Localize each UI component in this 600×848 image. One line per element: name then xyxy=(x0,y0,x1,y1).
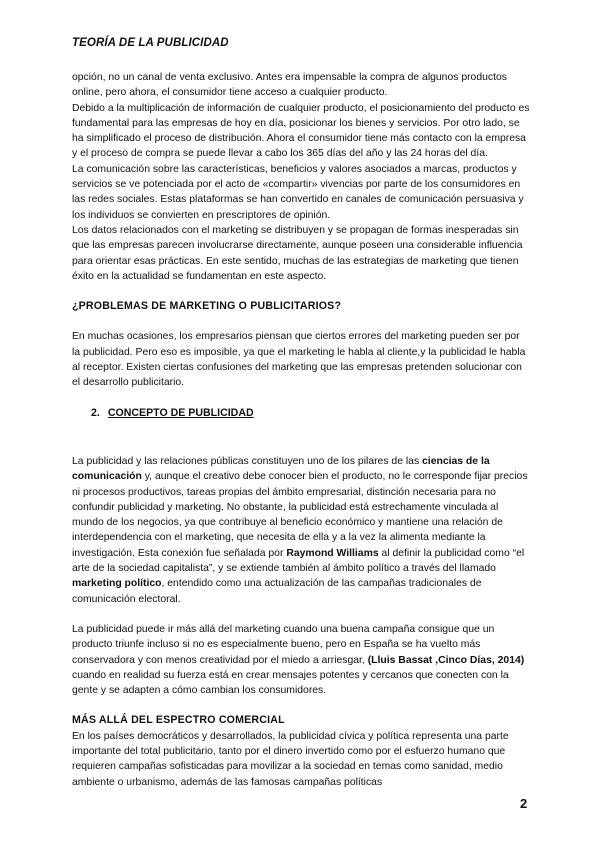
paragraph: Los datos relacionados con el marketing se distribuyen y se propagan de formas inesperadas sin que las empresas parecen involucrarse directamente, aunque poseen una considerable influencia para orientar esas prácticas. En este sentido, muchas de las estrategias de marketing que tienen éxito en la actualidad se fundamentan en este aspecto. xyxy=(72,224,523,282)
paragraph: La publicidad puede ir más allá del marketing cuando una buena campaña consigue que un producto triunfe incluso si no es especialmente bueno, pero en España se ha vuelto más conservadora y con menos creatividad por el miedo a arriesgar, (Lluis Bassat ,Cinco Días, 2014) cuando en realidad su fuerza está en crear mensajes potentes y cercanos que conecten con la gente y se adapten a cómo cambian los consumidores. xyxy=(72,623,525,697)
paragraph: En los países democráticos y desarrollados, la publicidad cívica y política representa una parte importante del total publicitario, tanto por el dinero invertido como por el esfuerzo humano que requieren campañas sofisticadas para movilizar a la sociedad en temas como sanidad, medio ambiente o urbanismo, además de las famosas campañas políticas xyxy=(72,730,509,788)
bold-term: ciencias de la comunicación xyxy=(72,455,490,483)
bold-term: marketing político xyxy=(72,578,162,590)
page-number: 2 xyxy=(520,796,528,811)
section-heading: ¿PROBLEMAS DE MARKETING O PUBLICITARIOS? xyxy=(72,300,342,313)
heading-number: 2. xyxy=(91,406,100,419)
bold-term: Raymond Williams xyxy=(286,547,379,559)
paragraph: En muchas ocasiones, los empresarios piensan que ciertos errores del marketing pueden ser por la publicidad. Pero eso es imposible, ya que el marketing le habla al cliente,y la publicidad le habla al receptor. Existen ciertas confusiones del marketing que las empresas pretenden solucionar con el desarrollo publicitario. xyxy=(72,331,526,389)
page-body xyxy=(72,70,530,790)
heading-text: CONCEPTO DE PUBLICIDAD xyxy=(107,406,254,419)
paragraph: opción, no un canal de venta exclusivo. Antes era impensable la compra de algunos productos online, pero ahora, el consumidor tiene acceso a cualquier producto. xyxy=(72,72,507,99)
running-header: TEORÍA DE LA PUBLICIDAD xyxy=(72,37,229,49)
paragraph: La comunicación sobre las características, beneficios y valores asociados a marcas, productos y servicios se ve potenciada por el acto de «compartir» vivencias por parte de los consumidores en las redes sociales. Estas plataformas se han convertido en canales de comunicación persuasiva y los individuos se convierten en prescriptores de opinión. xyxy=(72,163,524,221)
citation: (Lluis Bassat ,Cinco Días, 2014) xyxy=(367,654,525,666)
paragraph: La publicidad y las relaciones públicas constituyen uno de los pilares de las ciencias de la comunicación y, aunque el creativo debe conocer bien el producto, no le corresponde fijar precios ni procesos productivos, tareas propias del ámbito empresarial, distinción necesaria para no confundir publicidad y marketing. No obstante, la publicidad está estrechamente vinculada al mundo de los negocios, ya que contribuye al beneficio económico y mantiene una relación de interdependencia con el marketing, que necesita de ella y a la vez la alimenta mediante la investigación. Esta conexión fue señalada por Raymond Williams al definir la publicidad como “el arte de la sociedad capitalista”, y se extiende también al ámbito político a través del llamado marketing político, entendido como una actualización de las campañas tradicionales de comunicación electoral. xyxy=(72,455,528,605)
paragraph: Debido a la multiplicación de información de cualquier producto, el posicionamiento del producto es fundamental para las empresas de hoy en día, posicionar los bienes y servicios. Por otro lado, se ha simplificado el proceso de distribución. Ahora el consumidor tiene más contacto con la empresa y el proceso de compra se puede llevar a cabo los 365 días del año y las 24 horas del día. xyxy=(72,102,530,160)
section-heading: MÁS ALLÁ DEL ESPECTRO COMERCIAL xyxy=(72,714,285,727)
numbered-heading xyxy=(72,406,530,421)
